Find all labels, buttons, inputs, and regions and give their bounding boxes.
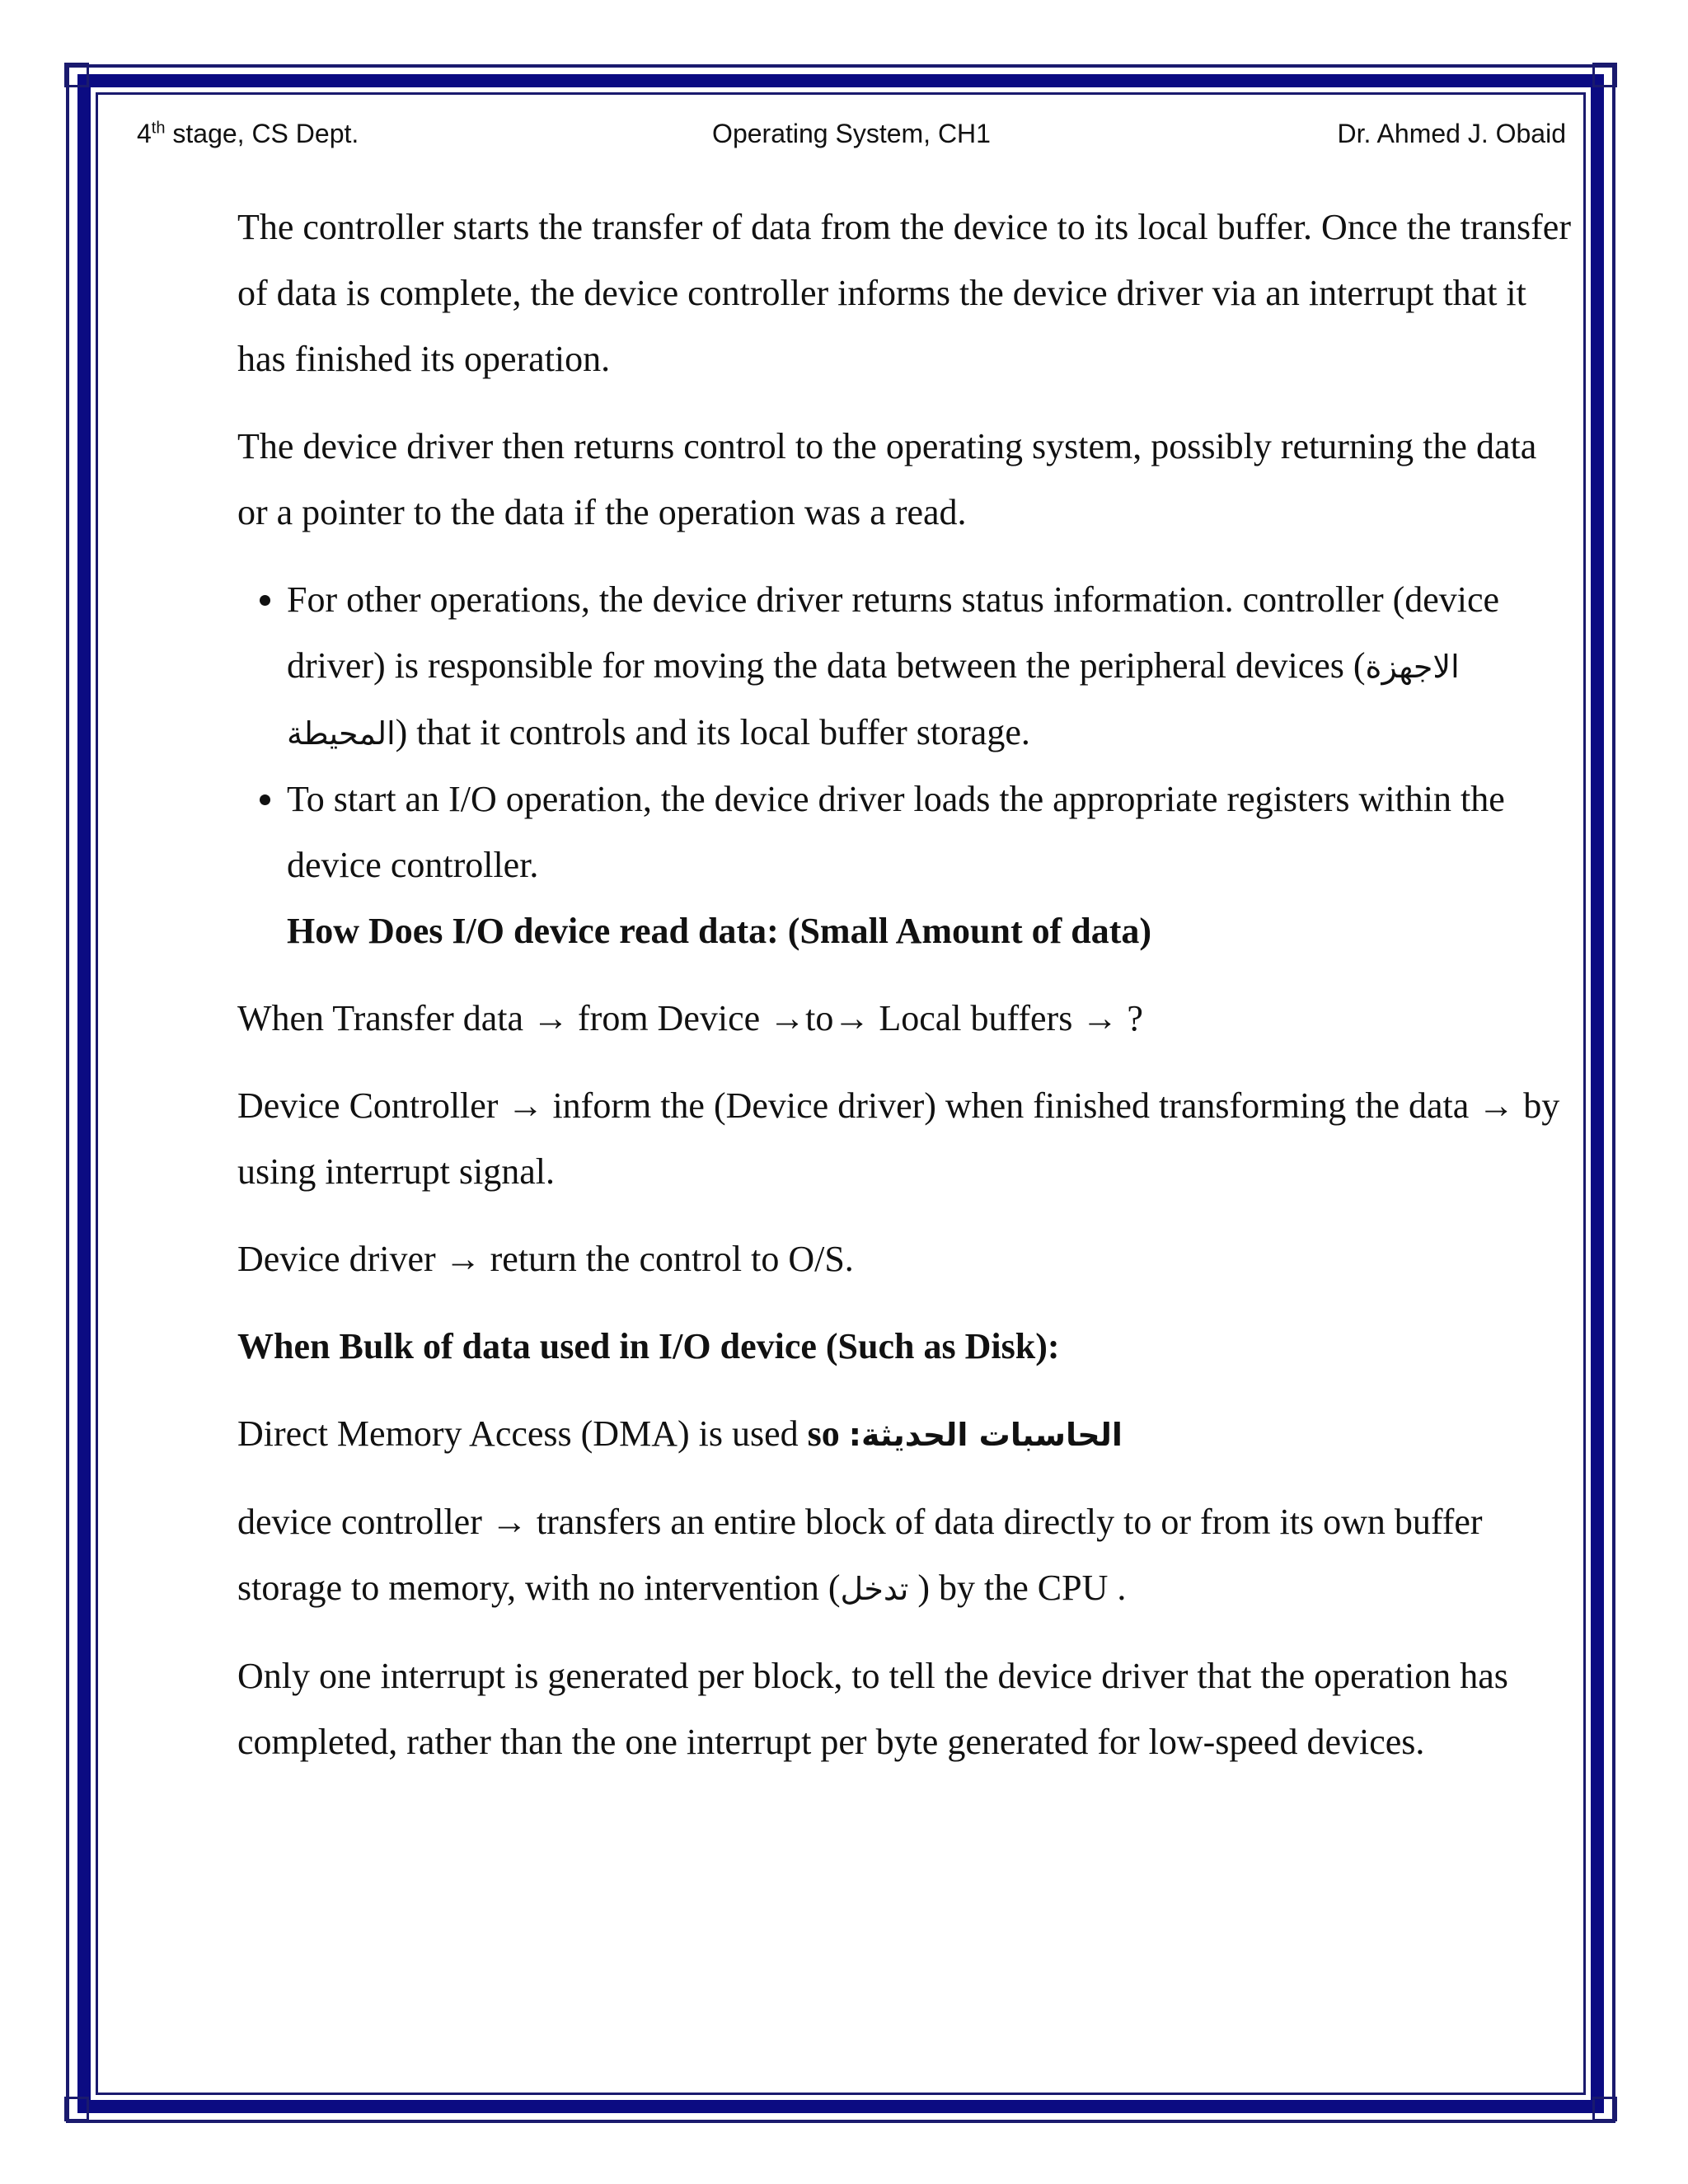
dma-so: so [807, 1413, 849, 1454]
header-course: Operating System, CH1 [712, 119, 991, 148]
paragraph-controller-transfer: The controller starts the transfer of data from the device to its local buffer. Once the transfer of data is complete, the device controller informs the device driver via an interrupt that it has finished its operation. [237, 207, 1571, 379]
bullet-item-other-operations [287, 567, 1573, 766]
line-controller-inform: Device Controller → inform the (Device driver) when finished transforming the data → by using interrupt signal. [237, 1085, 1560, 1192]
dma-text: Direct Memory Access (DMA) is used [237, 1413, 808, 1454]
line-dma [237, 1401, 1573, 1468]
paragraph-block-transfer [237, 1489, 1573, 1622]
header-author: Dr. Ahmed J. Obaid [1337, 119, 1566, 148]
border-corner-top-left [64, 63, 89, 87]
line-driver-return: Device driver → return the control to O/S. [237, 1239, 854, 1279]
border-corner-top-right [1592, 63, 1617, 87]
block-transfer-text-part2: ) by the CPU . [908, 1568, 1127, 1608]
block-transfer-text-part1: device controller → transfers an entire block of data directly to or from its own buffer storage to memory, with no intervention ( [237, 1502, 1483, 1608]
border-corner-bottom-right [1592, 2097, 1617, 2121]
arabic-term-peripherals: الاجهزة المحيطة [287, 649, 1460, 752]
document-body [237, 194, 1573, 1797]
border-corner-bottom-left [64, 2097, 89, 2121]
bullet-text-part2: ) that it controls and its local buffer storage. [395, 712, 1030, 752]
header-stage-suffix: th [151, 119, 166, 138]
line-transfer-flow: When Transfer data → from Device →to→ Local buffers → ? [237, 998, 1143, 1038]
header-department: stage, CS Dept. [165, 119, 359, 148]
heading-small-data: How Does I/O device read data: (Small Amount of data) [287, 911, 1152, 951]
bullet-list [237, 567, 1573, 898]
bullet-item-start-io: • To start an I/O operation, the device driver loads the appropriate registers within the device controller. [287, 766, 1573, 898]
header-stage-number: 4 [137, 119, 152, 148]
bullet-text-part1: For other operations, the device driver returns status information. controller (device driver) is responsible for moving the data between the peripheral devices ( [287, 579, 1500, 686]
arabic-term-intervention: تدخل [840, 1571, 909, 1607]
arabic-term-modern-computers: الحاسبات الحديثة: [848, 1417, 1123, 1453]
page-header [137, 119, 1566, 160]
paragraph-one-interrupt: Only one interrupt is generated per block, to tell the device driver that the operation has completed, rather than the one interrupt per byte generated for low-speed devices. [237, 1656, 1508, 1762]
paragraph-driver-returns: The device driver then returns control to the operating system, possibly returning the data or a pointer to the data if the operation was a read. [237, 426, 1537, 532]
heading-bulk-data: When Bulk of data used in I/O device (Such as Disk): [237, 1326, 1060, 1366]
